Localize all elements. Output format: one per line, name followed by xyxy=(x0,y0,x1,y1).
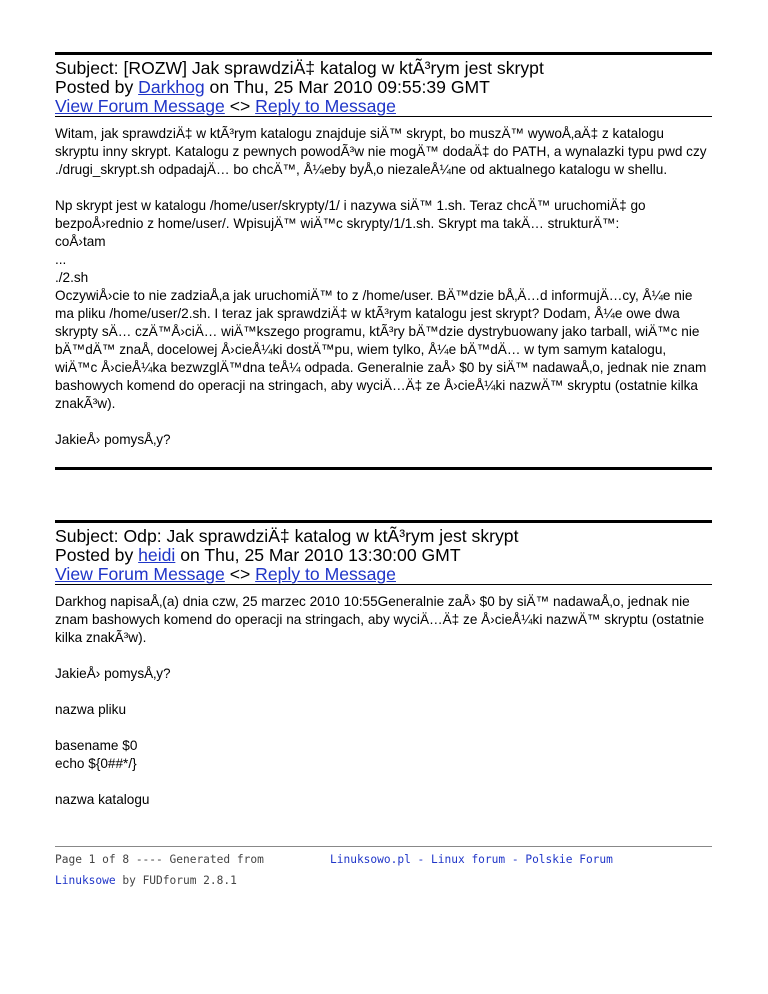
author-link[interactable]: heidi xyxy=(138,545,176,565)
subject-text: [ROZW] Jak sprawdziÄ‡ katalog w ktÃ³rym jest skrypt xyxy=(123,58,544,78)
post-byline xyxy=(55,546,712,565)
post-paragraph: JakieÅ› pomysÅ‚y? xyxy=(55,666,171,681)
posted-by-label: Posted by xyxy=(55,77,139,97)
author-link[interactable]: Darkhog xyxy=(138,77,205,97)
footer-forum-title xyxy=(330,849,613,870)
post-actions xyxy=(55,97,712,117)
link-separator: <> xyxy=(224,564,256,584)
post-date: on Thu, 25 Mar 2010 13:30:00 GMT xyxy=(175,545,461,565)
post-paragraph: Witam, jak sprawdziÄ‡ w ktÃ³rym katalogu znajduje siÄ™ skrypt, bo muszÄ™ wywoÅ‚aÄ‡ z katalogu skryptu inny skrypt. Katalogu z pewnych powodÃ³w nie mogÄ™ dodaÄ‡ do PATH, a wynalazki typu pwd czy ./drugi_skrypt.sh odpadajÄ… bo chcÄ™, Å¼eby byÅ‚o niezaleÅ¼ne od aktualnego katalogu w shellu. xyxy=(55,126,707,177)
post-byline xyxy=(55,78,712,97)
footer-site-link[interactable]: Linuksowe xyxy=(55,874,116,887)
post-actions xyxy=(55,565,712,585)
subject-text: Odp: Jak sprawdziÄ‡ katalog w ktÃ³rym jest skrypt xyxy=(123,526,519,546)
post-paragraph: JakieÅ› pomysÅ‚y? xyxy=(55,432,171,447)
footer-fudforum-text: by FUDforum 2.8.1 xyxy=(115,874,237,887)
footer-forum-link[interactable]: Linuksowo.pl - Linux forum - Polskie Forum xyxy=(330,853,613,866)
view-forum-message-link[interactable]: View Forum Message xyxy=(55,564,225,584)
forum-export-page xyxy=(55,52,712,809)
post-body xyxy=(55,125,712,449)
post-header xyxy=(55,520,712,585)
post-header xyxy=(55,52,712,117)
post-paragraph: Np skrypt jest w katalogu /home/user/skrypty/1/ i nazywa siÄ™ 1.sh. Teraz chcÄ™ uruchomiÄ‡ go bezpoÅ›rednio z home/user/. WpisujÄ™ wiÄ™c skrypty/1/1.sh. Skrypt ma takÄ… strukturÄ™: coÅ›tam ... ./2.sh OczywiÅ›cie to nie zadziaÅ‚a jak uruchomiÄ™ to z /home/user. BÄ™dzie bÅ‚Ä…d informujÄ…cy, Å¼e nie ma pliku /home/user/2.sh. I teraz jak sprawdziÄ‡ w ktÃ³rym katalogu jest skrypt? Dodam, Å¼e owe dwa skrypty sÄ… czÄ™Å›ciÄ… wiÄ™kszego programu, ktÃ³ry bÄ™dzie dystrybuowany jako tarball, wiÄ™c nie bÄ™dÄ™ znaÅ‚ docelowej Å›cieÅ¼ki dostÄ™pu, wiem tylko, Å¼e bÄ™dÄ… w tym samym katalogu, wiÄ™c Å›cieÅ¼ka bezwzglÄ™dna teÅ¼ odpada. Generalnie zaÅ› $0 by siÄ™ nadawaÅ‚o, jednak nie znam bashowych komend do operacji na stringach, aby wyciÄ…Ä‡ ze Å›cieÅ¼ki nazwÄ™ skryptu (ostatnie kilka znakÃ³w). xyxy=(55,198,707,411)
post-subject xyxy=(55,59,712,78)
post-subject xyxy=(55,527,712,546)
reply-to-message-link[interactable]: Reply to Message xyxy=(255,564,396,584)
footer-generator-info xyxy=(55,849,315,891)
post-paragraph: nazwa pliku xyxy=(55,702,127,717)
subject-prefix: Subject: xyxy=(55,58,124,78)
view-forum-message-link[interactable]: View Forum Message xyxy=(55,96,225,116)
post-date: on Thu, 25 Mar 2010 09:55:39 GMT xyxy=(204,77,490,97)
forum-post-2 xyxy=(55,520,712,809)
post-paragraph: Darkhog napisaÅ‚(a) dnia czw, 25 marzec 2010 10:55Generalnie zaÅ› $0 by siÄ™ nadawaÅ‚o, jednak nie znam bashowych komend do operacji na stringach, aby wyciÄ…Ä‡ ze Å›cieÅ¼ki nazwÄ™ skryptu (ostatnie kilka znakÃ³w). xyxy=(55,594,705,645)
link-separator: <> xyxy=(224,96,256,116)
forum-post-1 xyxy=(55,52,712,470)
post-paragraph: basename $0 echo ${0##*/} xyxy=(55,738,138,771)
reply-to-message-link[interactable]: Reply to Message xyxy=(255,96,396,116)
post-divider xyxy=(55,467,712,470)
subject-prefix: Subject: xyxy=(55,526,124,546)
post-body xyxy=(55,593,712,809)
post-paragraph: nazwa katalogu xyxy=(55,792,150,807)
footer-page-info: Page 1 of 8 ---- Generated from xyxy=(55,853,264,866)
footer-generated-by xyxy=(55,870,315,891)
posted-by-label: Posted by xyxy=(55,545,139,565)
page-footer xyxy=(55,846,712,887)
